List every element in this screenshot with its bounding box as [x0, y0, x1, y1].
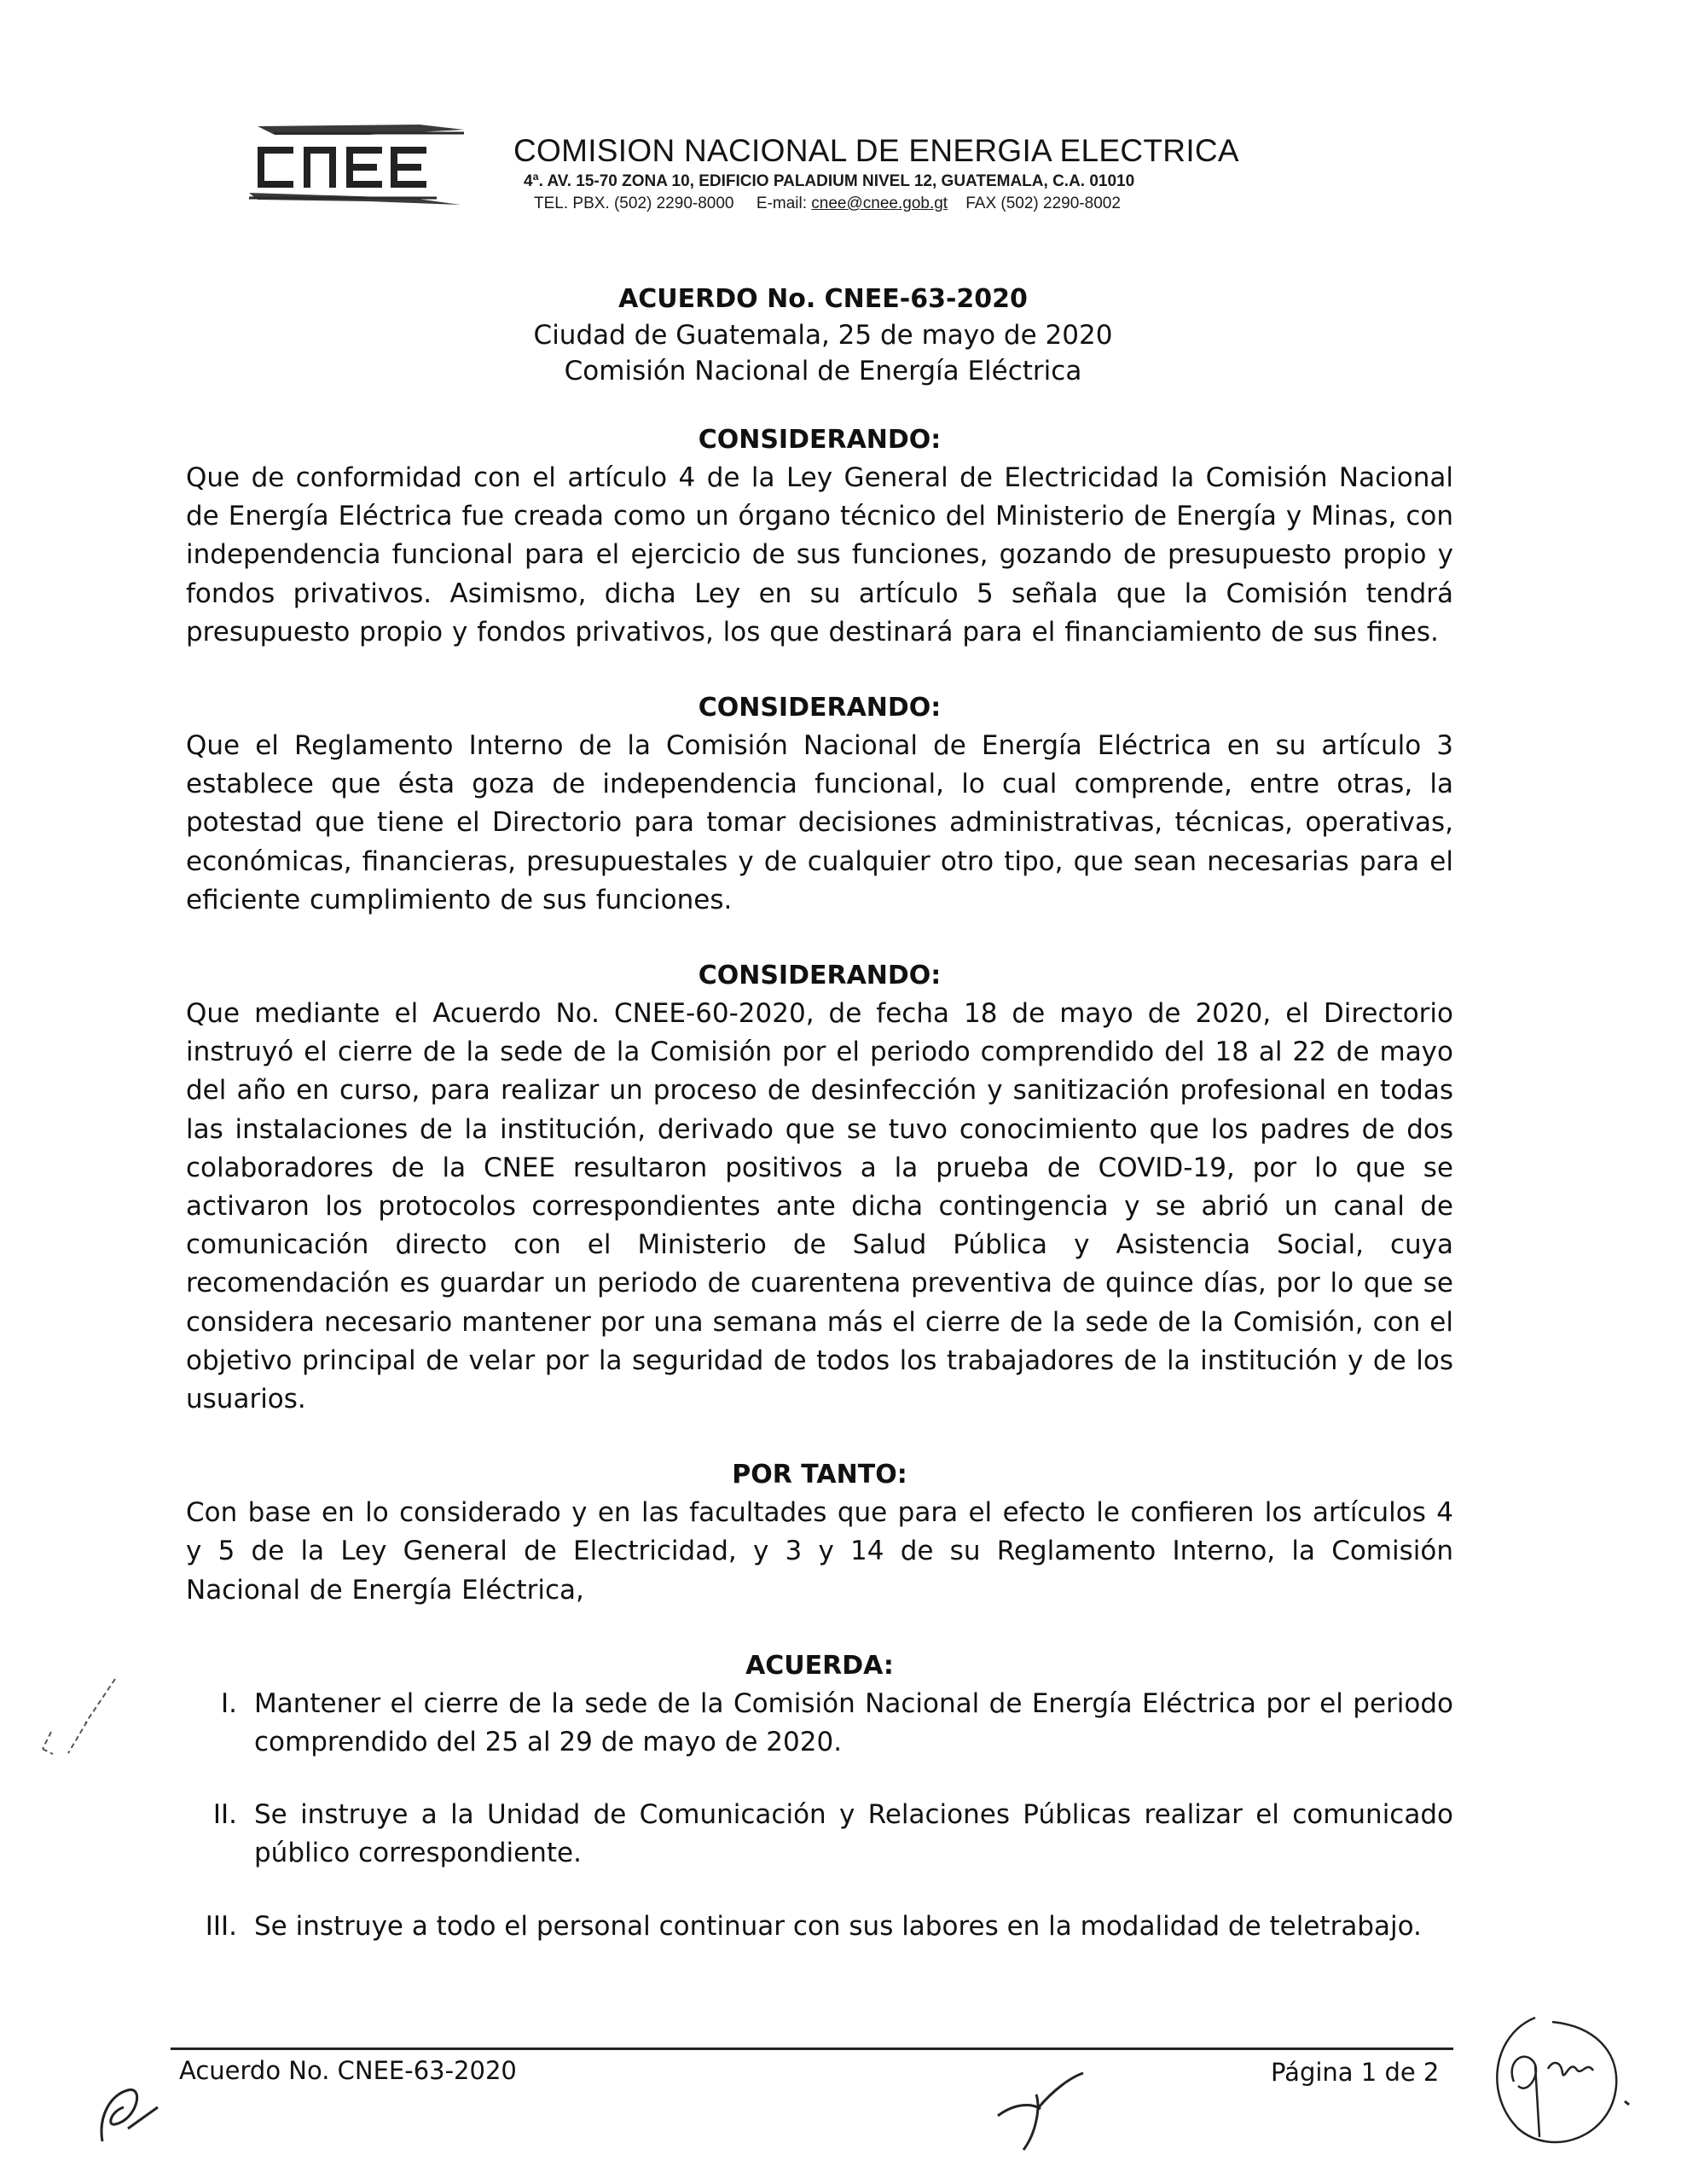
- org-address: 4ª. AV. 15-70 ZONA 10, EDIFICIO PALADIUM NIVEL 12, GUATEMALA, C.A. 01010: [524, 172, 1135, 190]
- org-email-label: E-mail:: [756, 195, 808, 212]
- document-issuer: Comisión Nacional de Energía Eléctrica: [564, 356, 1082, 386]
- document-body: [186, 421, 1453, 1946]
- considerando-heading-3: CONSIDERANDO:: [698, 961, 942, 991]
- org-fax: FAX (502) 2290-8002: [965, 195, 1121, 212]
- por-tanto-paragraph: Con base en lo considerado y en las facultades que para el efecto le confieren los artículos 4 y 5 de la Ley General de Electricidad, y 3 y 14 de su Reglamento Interno, la Comisión Nacional de Energía Eléctrica,: [186, 1497, 1453, 1606]
- signature-right: [1467, 2001, 1638, 2163]
- considerando-paragraph-1: Que de conformidad con el artículo 4 de la Ley General de Electricidad la Comisión Nacional de Energía Eléctrica fue creada como un órgano técnico del Ministerio de Energía y Minas, con independencia funcional para el ejercicio de sus funciones, gozando de presupuesto propio y fondos privativos. Asimismo, dicha Ley en su artículo 5 señala que la Comisión tendrá presupuesto propio y fondos privativos, los que destinará para el financiamiento de sus fines.: [186, 462, 1453, 648]
- initials-signature-center: [989, 2056, 1092, 2158]
- resolution-item: [186, 1685, 1453, 1762]
- resolution-text: Se instruye a todo el personal continuar con sus labores en la modalidad de teletrabajo.: [254, 1910, 1422, 1942]
- considerando-paragraph-3: Que mediante el Acuerdo No. CNEE-60-2020, de fecha 18 de mayo de 2020, el Directorio instruyó el cierre de la sede de la Comisión por el periodo comprendido del 18 al 22 de mayo del año en curso, para realizar un proceso de desinfección y sanitización profesional en todas las instalaciones de la institución, derivado que se tuvo conocimiento que los padres de dos colaboradores de la CNEE resultaron positivos a la prueba de COVID-19, por lo que se activaron los protocolos correspondientes ante dicha contingencia y se abrió un canal de comunicación directo con el Ministerio de Salud Pública y Asistencia Social, cuya recomendación es guardar un periodo de cuarentena preventiva de quince días, por lo que se considera necesario mantener por una semana más el cierre de la sede de la Comisión, con el objetivo principal de velar por la seguridad de todos los trabajadores de la institución y de los usuarios.: [186, 998, 1453, 1415]
- resolution-text: Se instruye a la Unidad de Comunicación y Relaciones Públicas realizar el comunicado público correspondiente.: [254, 1799, 1453, 1869]
- org-email-link[interactable]: cnee@cnee.gob.gt: [811, 195, 948, 212]
- org-name: COMISION NACIONAL DE ENERGIA ELECTRICA: [513, 133, 1239, 168]
- margin-handwritten-mark: [34, 1672, 128, 1774]
- org-contact: [534, 195, 1387, 213]
- resolution-number: I.: [221, 1687, 237, 1719]
- footer-document-reference: Acuerdo No. CNEE-63-2020: [179, 2056, 517, 2085]
- cnee-logo: [241, 109, 471, 220]
- footer-page-number: Página 1 de 2: [1271, 2058, 1440, 2087]
- document-title: ACUERDO No. CNEE-63-2020: [618, 284, 1028, 314]
- acuerda-heading: ACUERDA:: [745, 1650, 894, 1681]
- resolution-number: II.: [212, 1799, 237, 1831]
- considerando-heading-1: CONSIDERANDO:: [698, 425, 942, 455]
- resolution-text: Mantener el cierre de la sede de la Comisión Nacional de Energía Eléctrica por el periodo comprendido del 25 al 29 de mayo de 2020.: [254, 1687, 1453, 1758]
- footer-divider: [171, 2048, 1453, 2050]
- resolution-item: [186, 1796, 1453, 1873]
- por-tanto-heading: POR TANTO:: [732, 1460, 907, 1490]
- resolution-list: [186, 1685, 1453, 1946]
- resolution-number: III.: [205, 1910, 237, 1942]
- initials-signature-left: [77, 2048, 171, 2158]
- title-block: [0, 282, 1646, 389]
- logo-text: CNEE: [241, 109, 243, 110]
- org-tel: TEL. PBX. (502) 2290-8000: [534, 195, 734, 212]
- resolution-item: [186, 1908, 1453, 1946]
- considerando-paragraph-2: Que el Reglamento Interno de la Comisión Nacional de Energía Eléctrica en su artículo 3 establece que ésta goza de independencia funcional, lo cual comprende, entre otras, la potestad que tiene el Directorio para tomar decisiones administrativas, técnicas, operativas, económicas, financieras, presupuestales y de cualquier otro tipo, que sean necesarias para el eficiente cumplimiento de sus funciones.: [186, 730, 1453, 915]
- considerando-heading-2: CONSIDERANDO:: [698, 693, 942, 723]
- document-place-date: Ciudad de Guatemala, 25 de mayo de 2020: [533, 320, 1113, 351]
